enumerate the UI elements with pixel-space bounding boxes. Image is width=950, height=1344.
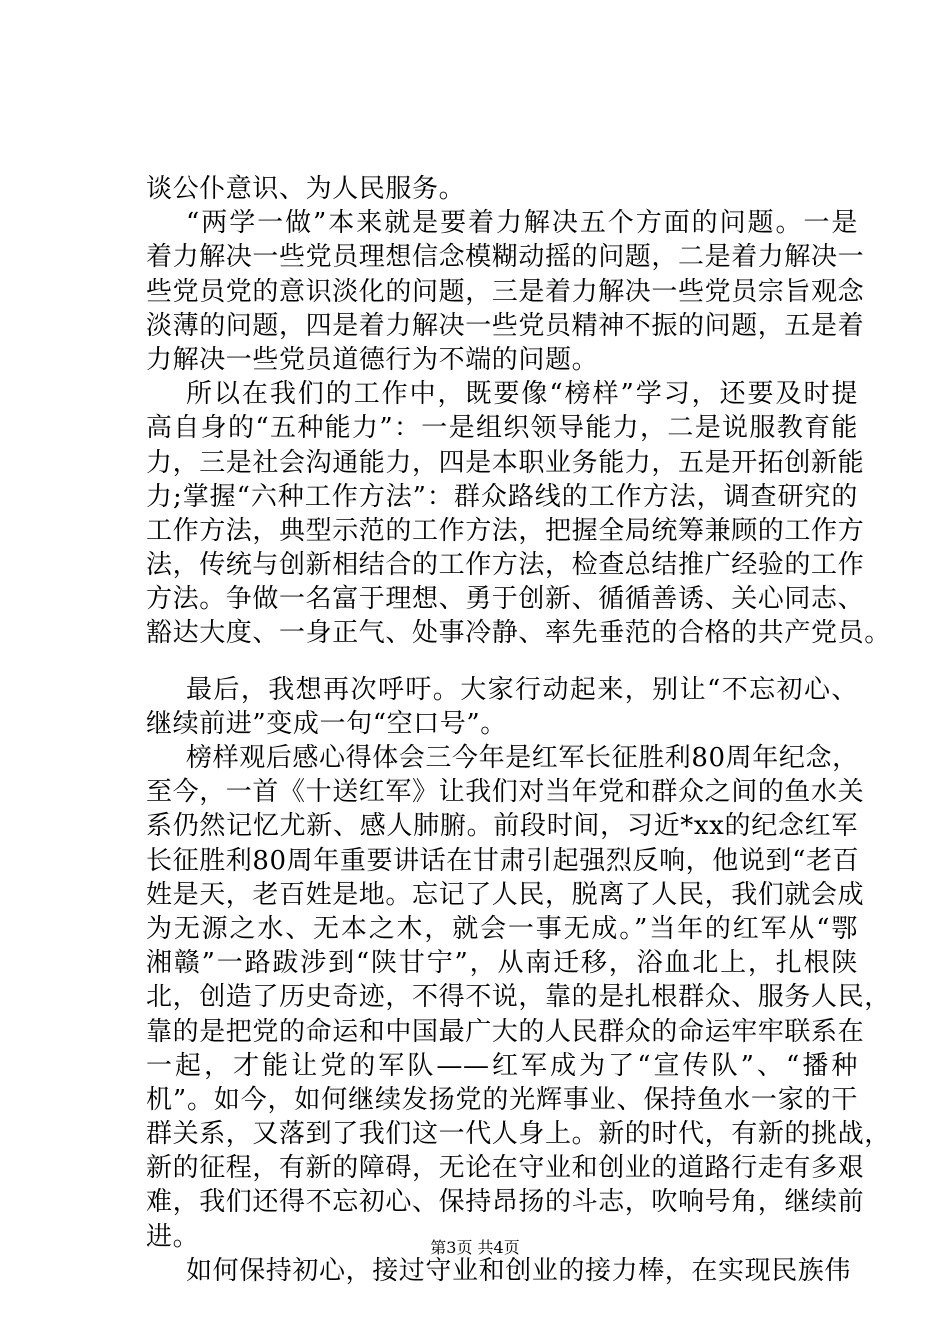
text-line: 着力解决一些党员理想信念模糊动摇的问题，二是着力解决一 (146, 242, 865, 273)
document-body (146, 172, 891, 1288)
paragraph (146, 1254, 858, 1288)
text-line: 工作方法，典型示范的工作方法，把握全局统筹兼顾的工作方 (146, 515, 865, 546)
text-line: 机”。如今，如何继续发扬党的光辉事业、保持鱼水一家的干 (146, 1084, 858, 1115)
text-line: 最后，我想再次呼吁。大家行动起来，别让“不忘初心、 (186, 674, 858, 705)
text-line: 新的征程，有新的障碍，无论在守业和创业的道路行走有多艰 (146, 1153, 865, 1184)
text-line: 力解决一些党员道德行为不端的问题。 (146, 344, 599, 375)
text-line: 些党员党的意识淡化的问题，三是着力解决一些党员宗旨观念 (146, 276, 865, 307)
text-line: 靠的是把党的命运和中国最广大的人民群众的命运牢牢联系在 (146, 1016, 865, 1047)
page-number: 第3页 共4页 (430, 1238, 520, 1257)
text-line: 长征胜利80周年重要讲话在甘肃引起强烈反响，他说到“老百 (146, 845, 860, 876)
text-line: 谈公仆意识、为人民服务。 (146, 174, 466, 204)
text-line: 所以在我们的工作中，既要像“榜样”学习，还要及时提 (186, 379, 858, 410)
text-line: 淡薄的问题，四是着力解决一些党员精神不振的问题，五是着 (146, 310, 865, 341)
paragraph (146, 172, 858, 206)
text-line: 系仍然记忆尤新、感人肺腑。前段时间，习近*xx的纪念红军 (146, 811, 858, 842)
paragraph (146, 741, 891, 1254)
text-line: 姓是天，老百姓是地。忘记了人民，脱离了人民，我们就会成 (146, 879, 865, 910)
text-line: 方法。争做一名富于理想、勇于创新、循循善诱、关心同志、 (146, 584, 865, 615)
text-line: 豁达大度、一身正气、处事冷静、率先垂范的合格的共产党员。 (146, 618, 891, 649)
text-line: 进。 (146, 1221, 200, 1252)
text-line: 难，我们还得不忘初心、保持昂扬的斗志，吹响号角，继续前 (146, 1187, 865, 1218)
text-line: 榜样观后感心得体会三今年是红军长征胜利80周年纪念， (186, 743, 859, 773)
text-line: “两学一做”本来就是要着力解决五个方面的问题。一是 (186, 208, 858, 239)
text-line: 力，三是社会沟通能力，四是本职业务能力，五是开拓创新能 (146, 447, 865, 478)
text-line: 一起，才能让党的军队——红军成为了“宣传队”、“播种 (146, 1050, 858, 1081)
paragraph (146, 673, 858, 741)
text-line: 法，传统与创新相结合的工作方法，检查总结推广经验的工作 (146, 550, 865, 581)
text-line: 如何保持初心，接过守业和创业的接力棒，在实现民族伟 (186, 1255, 852, 1286)
text-line: 湘赣”一路跋涉到“陕甘宁”，从南迁移，浴血北上，扎根陕 (146, 948, 858, 979)
page-footer (0, 1238, 950, 1258)
paragraph (146, 377, 891, 651)
text-line: 继续前进”变成一句“空口号”。 (146, 708, 507, 739)
text-line: 北，创造了历史奇迹，不得不说，靠的是扎根群众、服务人民， (146, 982, 891, 1013)
text-line: 至今，一首《十送红军》让我们对当年党和群众之间的鱼水关 (146, 777, 865, 808)
text-line: 高自身的“五种能力”：一是组织领导能力，二是说服教育能 (146, 413, 858, 444)
text-line: 为无源之水、无本之木，就会一事无成。”当年的红军从“鄂 (146, 913, 858, 944)
paragraph (146, 206, 865, 377)
text-line: 力;掌握“六种工作方法”：群众路线的工作方法，调查研究的 (146, 481, 858, 512)
text-line: 群关系，又落到了我们这一代人身上。新的时代，有新的挑战， (146, 1119, 891, 1150)
paragraph-spacer (146, 651, 858, 673)
